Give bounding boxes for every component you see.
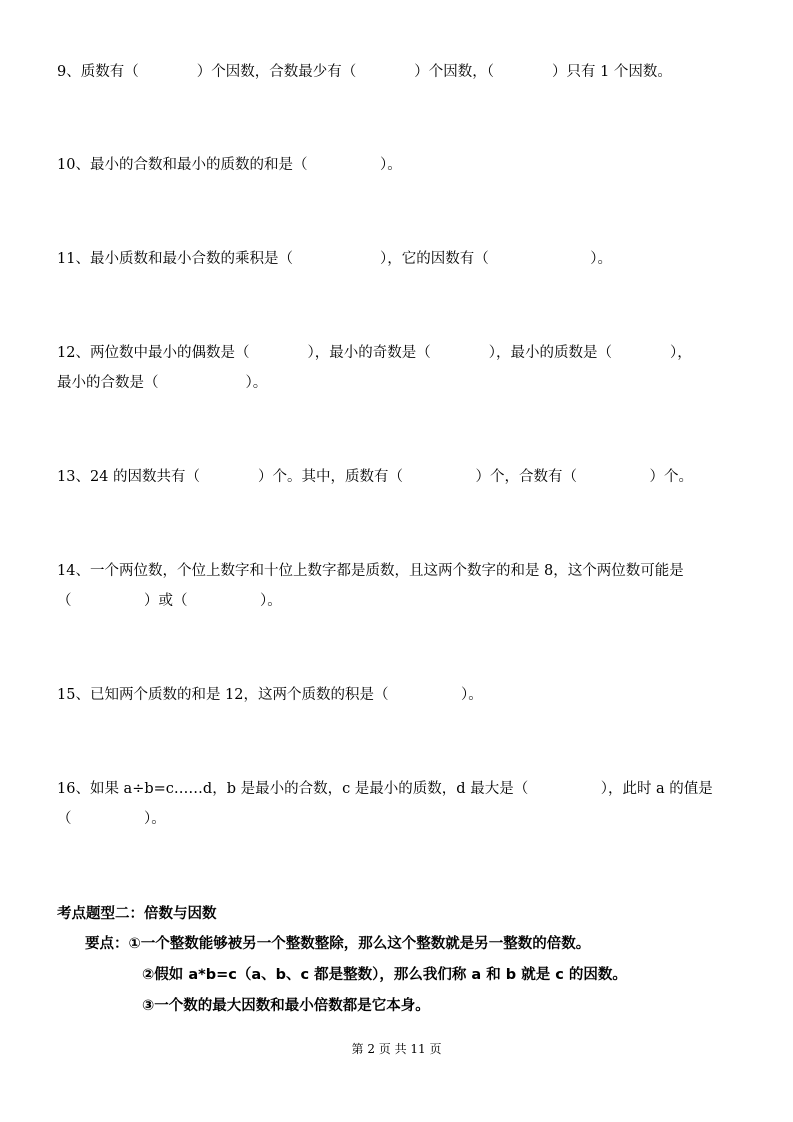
key-points [85,929,745,1022]
key-point-row [85,929,745,960]
section-title: 考点题型二：倍数与因数 [57,906,217,922]
key-point-row [85,991,745,1022]
question-line: 15、已知两个质数的和是 12，这两个质数的积是（ ）。 [57,687,483,703]
key-point: ②假如 a*b=c（a、b、c 都是整数），那么我们称 a 和 b 就是 c 的因数。 [142,967,627,983]
question-9 [57,57,747,87]
question-13 [57,462,747,492]
question-15 [57,680,747,710]
question-line: 最小的合数是（ ）。 [57,375,268,391]
question-line: 9、质数有（ ）个因数，合数最少有（ ）个因数，（ ）只有 1 个因数。 [57,64,672,80]
question-line: 16、如果 a÷b=c……d，b 是最小的合数，c 是最小的质数，d 最大是（ ），此时 a 的值是 [57,781,713,797]
key-point: ①一个整数能够被另一个整数整除，那么这个整数就是另一整数的倍数。 [128,936,591,952]
question-14 [57,556,747,616]
key-points-label: 要点： [85,936,129,952]
key-point: ③一个数的最大因数和最小倍数都是它本身。 [142,998,430,1014]
question-line: （ ）或（ ）。 [57,593,282,609]
question-line: 11、最小质数和最小合数的乘积是（ ），它的因数有（ ）。 [57,251,612,267]
question-line: （ ）。 [57,811,166,827]
key-point-row [85,960,745,991]
question-line: 13、24 的因数共有（ ）个。其中，质数有（ ）个，合数有（ ）个。 [57,469,694,485]
question-line: 14、一个两位数，个位上数字和十位上数字都是质数，且这两个数字的和是 8，这个两位数可能是 [57,563,684,579]
page-footer: 第 2 页 共 11 页 [351,1042,442,1056]
question-10 [57,150,747,180]
question-16 [57,774,747,834]
question-line: 10、最小的合数和最小的质数的和是（ ）。 [57,157,402,173]
question-12 [57,338,747,398]
question-11 [57,244,747,274]
question-line: 12、两位数中最小的偶数是（ ），最小的奇数是（ ），最小的质数是（ ）， [57,345,692,361]
